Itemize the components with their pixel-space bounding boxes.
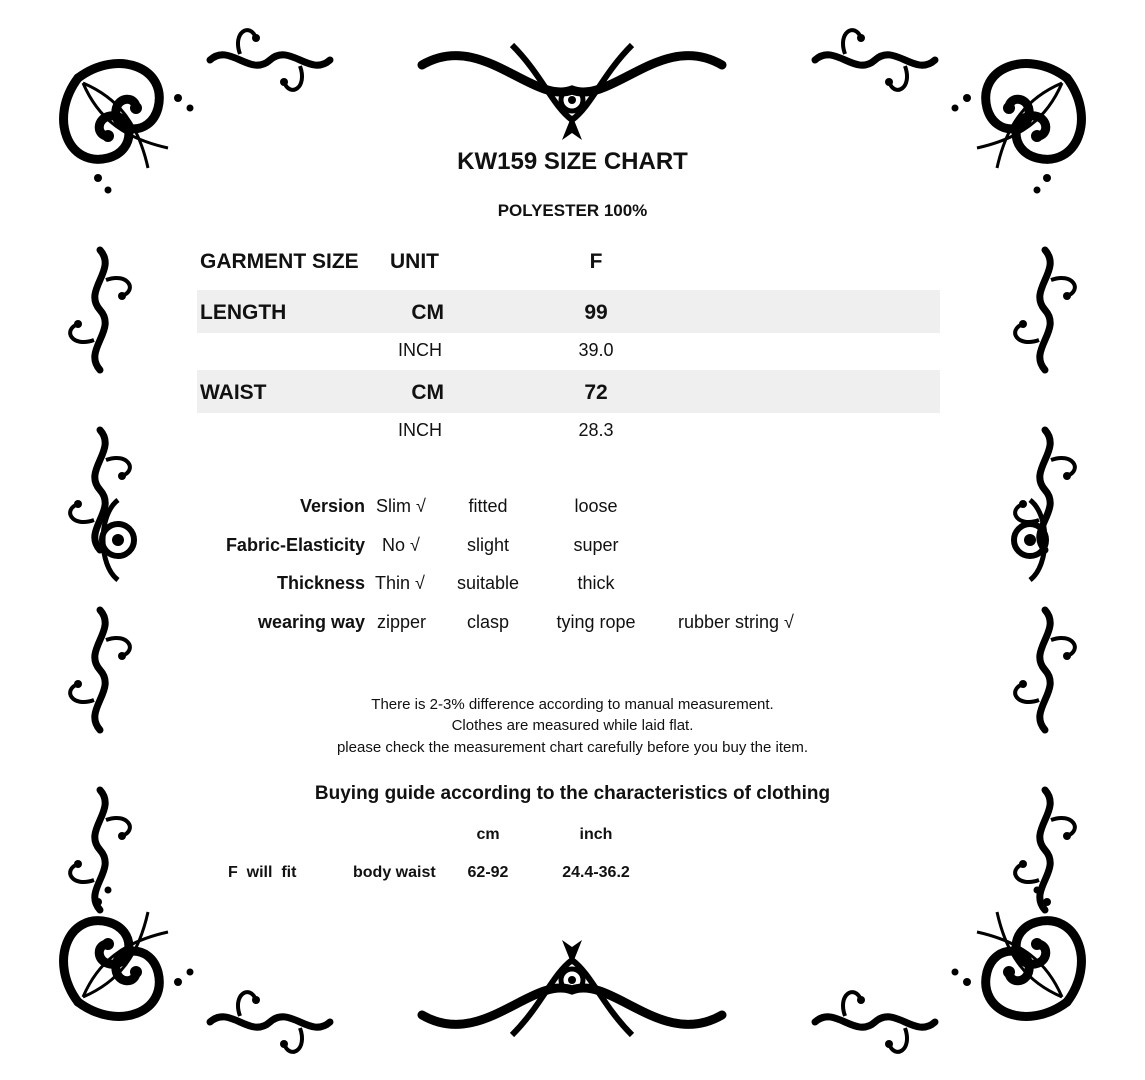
buying-guide-title: Buying guide according to the characteristics of clothing: [314, 783, 831, 804]
guide-col-inch: inch: [579, 826, 613, 843]
attr-option: slight: [466, 535, 510, 555]
note-line: please check the measurement chart carefully before you buy the item.: [336, 739, 809, 756]
row-value: 72: [584, 381, 608, 404]
attr-option: fitted: [468, 496, 508, 516]
attr-option: Thin √: [375, 573, 425, 593]
attr-label-fabric-elasticity: Fabric-Elasticity: [225, 535, 365, 555]
attr-label-wearing-way: wearing way: [257, 612, 365, 632]
guide-size: F will fit: [228, 864, 297, 881]
guide-measure: body waist: [353, 864, 436, 881]
attr-option: loose: [574, 496, 618, 516]
guide-cm-range: 62-92: [467, 864, 509, 881]
attr-option: No √: [382, 535, 420, 555]
row-unit: CM: [411, 301, 444, 324]
attr-option: rubber string √: [678, 612, 794, 632]
row-value: 28.3: [578, 420, 614, 440]
attr-label-version: Version: [299, 496, 365, 516]
note-line: There is 2-3% difference according to manual measurement.: [371, 696, 774, 713]
guide-col-cm: cm: [476, 826, 500, 843]
header-unit: UNIT: [390, 250, 439, 273]
guide-inch-range: 24.4-36.2: [562, 864, 630, 881]
material-label: POLYESTER 100%: [497, 201, 648, 220]
attr-label-thickness: Thickness: [276, 573, 365, 593]
row-value: 39.0: [578, 340, 614, 360]
attr-option: super: [573, 535, 619, 555]
row-unit: CM: [411, 381, 444, 404]
header-garment-size: GARMENT SIZE: [200, 250, 359, 273]
row-label-waist: WAIST: [200, 381, 267, 404]
note-line: Clothes are measured while laid flat.: [451, 717, 694, 734]
attr-option: thick: [577, 573, 615, 593]
row-value: 99: [584, 301, 608, 324]
attr-option: suitable: [456, 573, 520, 593]
attr-option: clasp: [466, 612, 510, 632]
attr-option: Slim √: [376, 496, 426, 516]
header-size-f: F: [589, 250, 603, 273]
row-unit: INCH: [398, 420, 442, 440]
attr-option: zipper: [377, 612, 427, 632]
page-title: KW159 SIZE CHART: [457, 148, 688, 175]
attr-option: tying rope: [556, 612, 636, 632]
row-label-length: LENGTH: [200, 301, 287, 324]
row-unit: INCH: [398, 340, 442, 360]
